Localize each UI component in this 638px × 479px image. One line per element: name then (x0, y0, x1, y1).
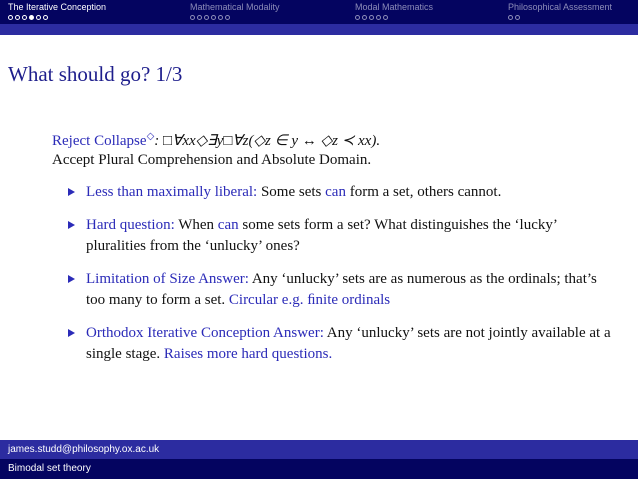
bullet-triangle-icon (68, 188, 75, 196)
nav-dot[interactable] (369, 15, 374, 20)
nav-dot[interactable] (355, 15, 360, 20)
bullet-list (52, 182, 612, 365)
nav-section-modal-mathematics[interactable] (355, 2, 433, 22)
slide-content (52, 127, 612, 377)
nav-section-philosophical-assessment[interactable] (508, 2, 612, 22)
item-heading: Orthodox Iterative Conception Answer: (86, 325, 324, 341)
nav-dot[interactable] (204, 15, 209, 20)
list-item (86, 323, 612, 365)
item-text: form a set, others cannot. (345, 184, 502, 200)
footer-author-bar (0, 440, 638, 459)
nav-dots (355, 15, 433, 22)
nav-dot[interactable] (376, 15, 381, 20)
nav-section-title[interactable]: The Iterative Conception (8, 2, 107, 12)
list-item (86, 182, 612, 203)
nav-section-title[interactable]: Mathematical Modality (190, 2, 280, 12)
nav-section-mathematical-modality[interactable] (190, 2, 280, 22)
frame-title: What should go? 1/3 (8, 62, 183, 86)
reject-collapse-line (52, 127, 612, 151)
list-item (86, 269, 612, 311)
nav-dot[interactable] (508, 15, 513, 20)
item-accent: can (325, 184, 346, 200)
header-band (0, 24, 638, 35)
footer-title-bar (0, 459, 638, 479)
nav-dots (8, 15, 106, 22)
nav-dot[interactable] (22, 15, 27, 20)
item-text: Some sets (257, 184, 326, 200)
collapse-formula: : □∀xx◇∃y□∀z(◇z ∈ y ↔ ◇z ≺ xx). (154, 133, 381, 149)
navigation-bar (0, 0, 638, 24)
bullet-triangle-icon (68, 221, 75, 229)
accept-line: Accept Plural Comprehension and Absolute Domain. (52, 152, 372, 168)
nav-dot[interactable] (190, 15, 195, 20)
item-heading: Limitation of Size Answer: (86, 271, 249, 287)
nav-dot[interactable] (218, 15, 223, 20)
nav-dot[interactable] (36, 15, 41, 20)
nav-section-title[interactable]: Philosophical Assessment (508, 2, 613, 12)
bullet-triangle-icon (68, 329, 75, 337)
nav-dot[interactable] (197, 15, 202, 20)
nav-dot[interactable] (211, 15, 216, 20)
nav-dot[interactable] (8, 15, 13, 20)
nav-section-title[interactable]: Modal Mathematics (355, 2, 434, 12)
footer-title: Bimodal set theory (8, 463, 91, 474)
diamond-superscript: ◇ (146, 131, 155, 142)
item-text: Any ‘unlucky’ sets are as numerous as the ordinals; that’s too many to form a set. (86, 271, 597, 308)
nav-dot[interactable] (362, 15, 367, 20)
item-accent: Raises more hard questions. (163, 346, 333, 362)
item-text: some sets form a set? What distinguishes the ‘lucky’ pluralities from the ‘unlucky’ ones? (86, 217, 557, 254)
item-accent: Circular e.g. ﬁnite ordinals (228, 292, 391, 308)
nav-dots (190, 15, 280, 22)
nav-dot[interactable] (43, 15, 48, 20)
footer-author: james.studd@philosophy.ox.ac.uk (8, 444, 160, 455)
nav-dots (508, 15, 612, 22)
item-text: Any ‘unlucky’ sets are not jointly available at a single stage. (86, 325, 611, 362)
bullet-triangle-icon (68, 275, 75, 283)
reject-collapse-label: Reject Collapse (52, 133, 147, 149)
nav-dot-current[interactable] (29, 15, 34, 20)
item-heading: Hard question: (86, 217, 175, 233)
nav-dot[interactable] (383, 15, 388, 20)
nav-section-iterative-conception[interactable] (8, 2, 106, 22)
nav-dot[interactable] (225, 15, 230, 20)
nav-dot[interactable] (515, 15, 520, 20)
item-text: When (174, 217, 218, 233)
nav-dot[interactable] (15, 15, 20, 20)
item-accent: can (217, 217, 239, 233)
item-heading: Less than maximally liberal: (86, 184, 258, 200)
list-item (86, 215, 612, 257)
